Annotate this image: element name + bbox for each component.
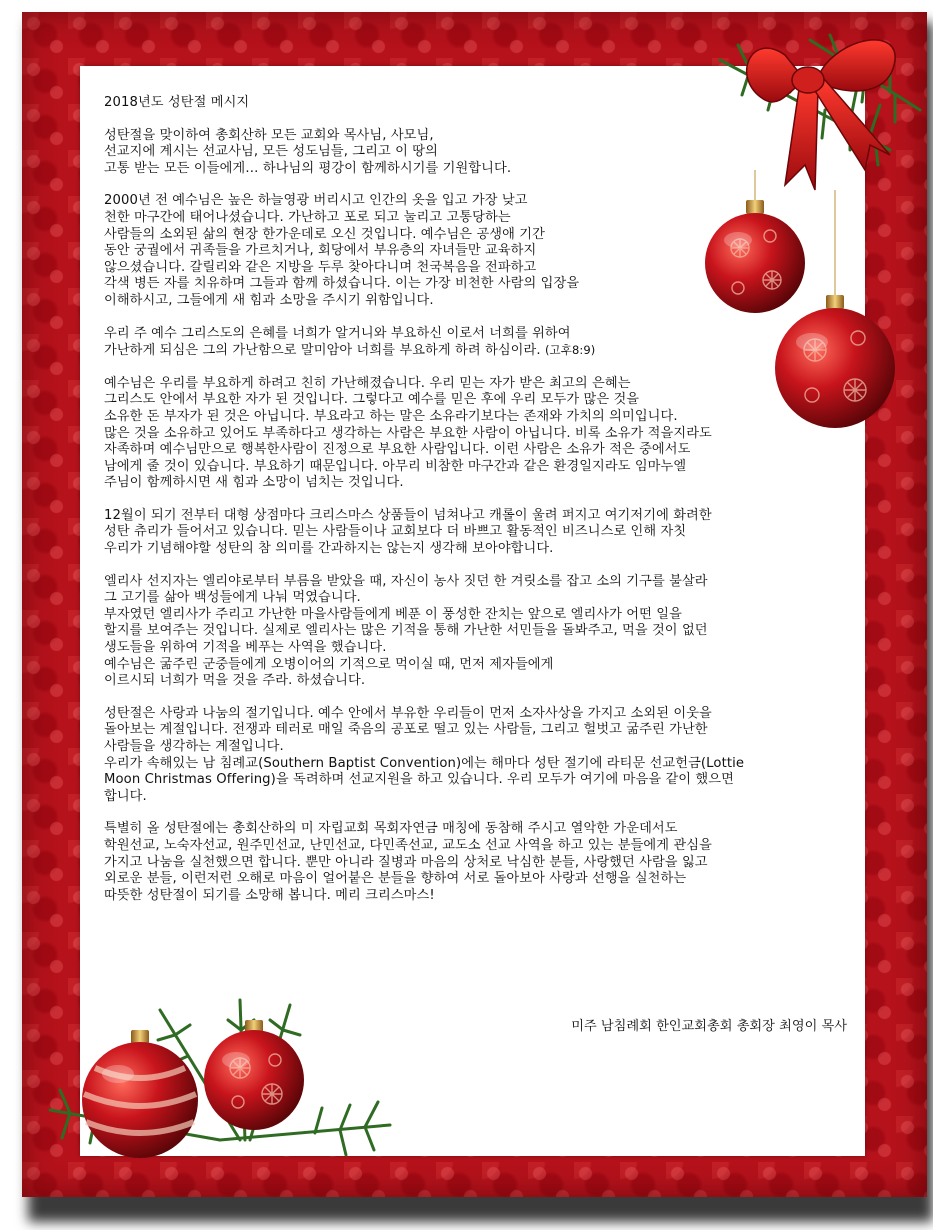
line-text: 2000년 전 예수님은 높은 하늘영광 버리시고 인간의 옷을 입고 가장 낮고: [104, 193, 528, 209]
paragraph-line: [104, 508, 849, 525]
paragraph-line: [104, 590, 849, 607]
line-text: 예수님은 굶주린 군중들에게 오병이어의 기적으로 먹이실 때, 먼저 제자들에게: [104, 656, 554, 672]
paragraph-line: [104, 739, 849, 756]
line-text: 자족하며 예수님만으로 행복한사람이 진정으로 부요한 사람입니다. 이런 사람은 소유가 적은 중에서도: [104, 442, 691, 458]
line-text: 성탄절을 맞이하여 총회산하 모든 교회와 목사님, 사모님,: [104, 127, 434, 143]
line-text: 우리 주 예수 그리스도의 은혜를 너희가 알거니와 부요하신 이로서 너희를 위하여: [104, 325, 571, 341]
paragraph-line: [104, 821, 849, 838]
paragraph-line: [104, 772, 849, 789]
line-text: 각색 병든 자를 치유하며 그들과 함께 하셨습니다. 이는 가장 비천한 사람의 입장을: [104, 276, 580, 292]
letter-paragraph: [104, 706, 849, 806]
paragraph-line: [104, 789, 849, 806]
letter-paragraph: [104, 574, 849, 690]
paragraph-line: [104, 673, 849, 690]
paragraph-line: [104, 756, 849, 773]
paragraph-line: [104, 871, 849, 888]
line-text: 주님이 함께하시면 새 힘과 소망이 넘치는 것입니다.: [104, 475, 404, 491]
line-text: 사람들의 소외된 삶의 현장 한가운데로 오신 것입니다. 예수님은 공생애 기간: [104, 226, 545, 242]
christmas-ornament-icon: [82, 1030, 198, 1158]
line-text: Moon Christmas Offering)을 독려하며 선교지원을 하고 있습니다. 우리 모두가 여기에 마음을 같이 했으면: [104, 772, 734, 788]
paragraph-line: [104, 722, 849, 739]
line-text: 특별히 올 성탄절에는 총회산하의 미 자립교회 목회자연금 매칭에 동참해 주시고 열악한 가운데서도: [104, 821, 678, 837]
line-text: 예수님은 우리를 부요하게 하려고 친히 가난해졌습니다. 우리 믿는 자가 받은 최고의 은혜는: [104, 375, 631, 391]
line-text: 이르시되 너희가 먹을 것을 주라. 하셨습니다.: [104, 673, 366, 689]
line-text: 우리가 속해있는 남 침례교(Southern Baptist Convention)에는 해마다 성탄 절기에 라티문 선교헌금(Lottie: [104, 755, 745, 771]
paragraph-line: [104, 541, 849, 558]
letter-signature: 미주 남침례회 한인교회총회 총회장 최영이 목사: [571, 1019, 847, 1034]
line-text: 동안 궁궐에서 귀족들을 가르치거나, 회당에서 부유층의 자녀들만 교육하지: [104, 243, 537, 259]
paragraph-line: [104, 838, 849, 855]
line-text: 합니다.: [104, 788, 147, 804]
line-text: 그 고기를 삶아 백성들에게 나눠 먹였습니다.: [104, 590, 361, 606]
line-text: 생도들을 위하여 기적을 베푸는 사역을 했습니다.: [104, 640, 387, 656]
line-text: 학원선교, 노숙자선교, 원주민선교, 난민선교, 다민족선교, 교도소 선교 사역을 하고 있는 분들에게 관심을: [104, 837, 712, 853]
line-text: 사람들을 생각하는 계절입니다.: [104, 739, 284, 754]
paragraph-line: [104, 657, 849, 674]
paragraph-line: [104, 888, 849, 905]
letter-title: 2018년도 성탄절 메시지: [104, 95, 250, 110]
paragraph-line: [104, 706, 849, 723]
paragraph-line: [104, 574, 849, 591]
line-text: 가난하게 되심은 그의 가난함으로 말미암아 너희를 부요하게 하려 하심이라.: [104, 343, 541, 359]
christmas-ornament-icon: [204, 1020, 304, 1130]
line-text: 소유한 돈 부자가 된 것은 아닙니다. 부요라고 하는 말은 소유라기보다는 존재와 가치의 의미입니다.: [104, 408, 678, 424]
line-text: 고통 받는 모든 이들에게… 하나님의 평강이 함께하시기를 기원합니다.: [104, 160, 512, 176]
paragraph-line: [104, 475, 849, 492]
line-text: 엘리사 선지자는 엘리야로부터 부름을 받았을 때, 자신이 농사 짓던 한 겨릿소를 잡고 소의 기구를 불살라: [104, 573, 708, 589]
bottom-left-decoration: [40, 990, 410, 1190]
top-right-decoration: [690, 0, 933, 440]
line-text: 가지고 나눔을 실천했으면 합니다. 뿐만 아니라 질병과 마음의 상처로 낙심한 분들, 사랑했던 사람을 잃고: [104, 854, 708, 870]
paragraph-line: [104, 524, 849, 541]
paragraph-line: [104, 607, 849, 624]
line-text: 우리가 기념해야할 성탄의 참 의미를 간과하지는 않는지 생각해 보아야합니다.: [104, 541, 554, 557]
letter-paragraph: [104, 508, 849, 558]
paragraph-line: [104, 855, 849, 872]
line-text: 할지를 보여주는 것입니다. 실제로 엘리사는 많은 기적을 통해 가난한 서민들을 돌봐주고, 먹을 것이 없던: [104, 623, 708, 639]
line-text: 않으셨습니다. 갈릴리와 같은 지방을 두루 찾아다니며 천국복음을 전파하고: [104, 259, 537, 275]
christmas-ornament-icon: [705, 200, 805, 313]
line-text: 12월이 되기 전부터 대형 상점마다 크리스마스 상품들이 넘쳐나고 캐롤이 울려 퍼지고 여기저기에 화려한: [104, 507, 712, 523]
line-text: 성탄절은 사랑과 나눔의 절기입니다. 예수 안에서 부유한 우리들이 먼저 소자사상을 가지고 소외된 이웃을: [104, 705, 712, 721]
line-text: 남에게 줄 것이 있습니다. 부요하기 때문입니다. 아무리 비참한 마구간과 같은 환경일지라도 임마누엘: [104, 458, 687, 474]
paragraph-line: [104, 459, 849, 476]
christmas-ornament-icon: [775, 295, 895, 428]
line-text: 돌아보는 계절입니다. 전쟁과 테러로 매일 죽음의 공포로 떨고 있는 사람들, 그리고 헐벗고 굶주린 가난한: [104, 722, 708, 738]
line-text: 선교지에 계시는 선교사님, 모든 성도님들, 그리고 이 땅의: [104, 144, 438, 160]
scripture-reference: (고후8:9): [544, 343, 596, 358]
line-text: 천한 마구간에 태어나셨습니다. 가난하고 포로 되고 눌리고 고통당하는: [104, 209, 511, 225]
letter-paragraph: [104, 821, 849, 904]
line-text: 많은 것을 소유하고 있어도 부족하다고 생각하는 사람은 부요한 사람이 아닙니다. 비록 소유가 적을지라도: [104, 425, 712, 441]
line-text: 따뜻한 성탄절이 되기를 소망해 봅니다. 메리 크리스마스!: [104, 887, 435, 903]
line-text: 성탄 츄리가 들어서고 있습니다. 믿는 사람들이나 교회보다 더 바쁘고 활동적인 비즈니스로 인해 자칫: [104, 524, 687, 540]
paragraph-line: [104, 623, 849, 640]
line-text: 부자였던 엘리사가 주리고 가난한 마을사람들에게 베푼 이 풍성한 잔치는 앞으로 엘리사가 어떤 일을: [104, 606, 682, 622]
paragraph-line: [104, 442, 849, 459]
paragraph-line: [104, 640, 849, 657]
line-text: 이해하시고, 그들에게 새 힘과 소망을 주시기 위함입니다.: [104, 292, 434, 308]
line-text: 외로운 분들, 이런저런 오해로 마음이 얼어붙은 분들을 향하여 서로 돌아보아 사랑과 선행을 실천하는: [104, 871, 687, 887]
line-text: 그리스도 안에서 부요한 자가 된 것입니다. 그렇다고 예수를 믿은 후에 우리 모두가 많은 것을: [104, 392, 640, 408]
